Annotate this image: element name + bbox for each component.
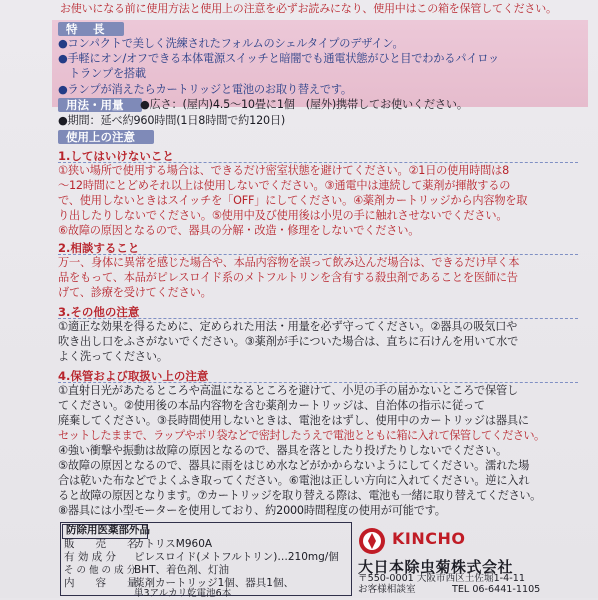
section-4-line: セットしたままで、ラップやポリ袋などで密封したうえで電池とともに箱に入れて保管してください。 xyxy=(58,429,545,442)
feature-item-2-cont: トランプを搭載 xyxy=(58,67,146,80)
info-key: 有 効 成 分 xyxy=(64,551,117,563)
section-4-line: ①直射日光があたるところや高温になるところを避けて、小児の手の届かないところで保管し xyxy=(58,384,518,397)
section-2-heading: 2.相談すること xyxy=(58,241,140,255)
divider xyxy=(58,318,578,319)
info-value: カトリスM960A xyxy=(134,538,213,550)
feature-item-1: ●コンパクトで美しく洗練されたフォルムのシェルタイプのデザイン。 xyxy=(58,37,404,50)
section-4-heading: 4.保管および取扱い上の注意 xyxy=(58,369,209,383)
section-1-line: で、使用しないときはスイッチを「OFF」にしてください。④薬剤カートリッジから内容物を取 xyxy=(58,194,528,207)
section-4-line: ると故障の原因となります。⑦カートリッジを取り替える際は、電池も一緒に取り替えてください。 xyxy=(58,489,541,502)
precautions-label: 使用上の注意 xyxy=(58,130,154,144)
usage-label: 用法・用量 xyxy=(58,98,142,112)
info-value: 薬剤カートリッジ1個、器具1個、 xyxy=(134,577,294,589)
info-value: 単3アルカリ乾電池6本 xyxy=(134,588,232,599)
section-3-line: よく洗ってください。 xyxy=(58,350,168,363)
section-4-line: ⑧器具には小型モーターを使用しており、約2000時間程度の使用が可能です。 xyxy=(58,504,446,517)
top-notice: お使いになる前に使用方法と使用上の注意を必ずお読みになり、使用中はこの箱を保管してください。 xyxy=(60,2,557,15)
feature-item-3: ●ランプが消えたらカートリッジと電池のお取り替えです。 xyxy=(58,83,352,96)
company-name: 大日本除虫菊株式会社 xyxy=(358,558,514,576)
divider xyxy=(58,382,578,383)
section-1-line: り出したりしないでください。⑤使用中及び使用後は小児の手に触れさせないでください。 xyxy=(58,209,508,222)
info-key: 内 容 量 xyxy=(64,577,138,589)
features-label: 特 長 xyxy=(58,22,124,36)
section-3-line: 吹き出し口をふさがないでください。③薬剤が手についた場合は、直ちに石けんを用いて水で xyxy=(58,335,519,348)
support-desk-label: お客様相談室 xyxy=(358,584,416,595)
section-1-line: ①狭い場所で使用する場合は、できるだけ密室状態を避けてください。②1日の使用時間は8 xyxy=(58,164,510,177)
info-value: BHT、着色剤、灯油 xyxy=(134,564,230,576)
kincho-logo-icon xyxy=(357,526,387,556)
section-4-line: てください。②使用後の本品内容物を含む薬剤カートリッジは、自治体の指示に従って xyxy=(58,399,485,412)
section-4-line: ④強い衝撃や振動は故障の原因となるので、器具を落としたり投げたりしないでください。 xyxy=(58,444,508,457)
info-key: そ の 他 の 成 分 xyxy=(64,565,137,576)
section-1-line: ～12時間にとどめそれ以上は使用しないでください。③通電中は連続して薬剤が揮散するの xyxy=(58,179,511,192)
section-3-line: ①適正な効果を得るために、定められた用法・用量を必ず守ってください。②器具の吸気口や xyxy=(58,320,518,333)
section-1-heading: 1.してはいけないこと xyxy=(58,149,174,163)
info-value: ピレスロイド(メトフルトリン)…210mg/個 xyxy=(134,551,339,563)
section-4-line: 廃棄してください。③長時間使用しないときは、電池をはずし、使用中のカートリッジは器具に xyxy=(58,414,529,427)
divider xyxy=(58,162,578,163)
section-3-heading: 3.その他の注意 xyxy=(58,305,140,319)
section-2-line: 品をもって、本品がピレスロイド系のメトフルトリンを含有する殺虫剤であることを医師に告 xyxy=(58,271,518,284)
usage-period: ●期間：延べ約960時間(1日8時間で約120日) xyxy=(58,114,286,127)
section-4-line: ⑤故障の原因となるので、器具に雨をはじめ水などがかからないようにしてください。濡れた場 xyxy=(58,459,530,472)
info-key: 販 売 名 xyxy=(64,538,138,550)
section-1-line: ⑥故障の原因となるので、器具の分解・改造・修理をしないでください。 xyxy=(58,224,420,237)
company-address: 〒550-0001 大阪市西区土佐堀1-4-11 xyxy=(358,573,525,584)
divider xyxy=(58,254,578,255)
product-category: 防除用医薬部外品 xyxy=(66,524,150,536)
support-phone: TEL 06-6441-1105 xyxy=(452,584,541,595)
usage-area: ●広さ：(屋内)4.5～10畳に1個 (屋外)携帯してお使いください。 xyxy=(140,98,468,111)
section-2-line: 万一、身体に異常を感じた場合や、本品内容物を誤って飲み込んだ場合は、できるだけ早く本 xyxy=(58,256,520,269)
section-2-line: げて、診療を受けてください。 xyxy=(58,286,212,299)
feature-item-2: ●手軽にオン/オフできる本体電源スイッチと暗闇でも通電状態がひと目でわかるパイロッ xyxy=(58,52,499,65)
brand-logo-text: KINCHO xyxy=(392,529,466,548)
section-4-line: 合は乾いた布などでよくふき取ってください。⑥電池は正しい方向に入れてください。逆に入れ xyxy=(58,474,530,487)
